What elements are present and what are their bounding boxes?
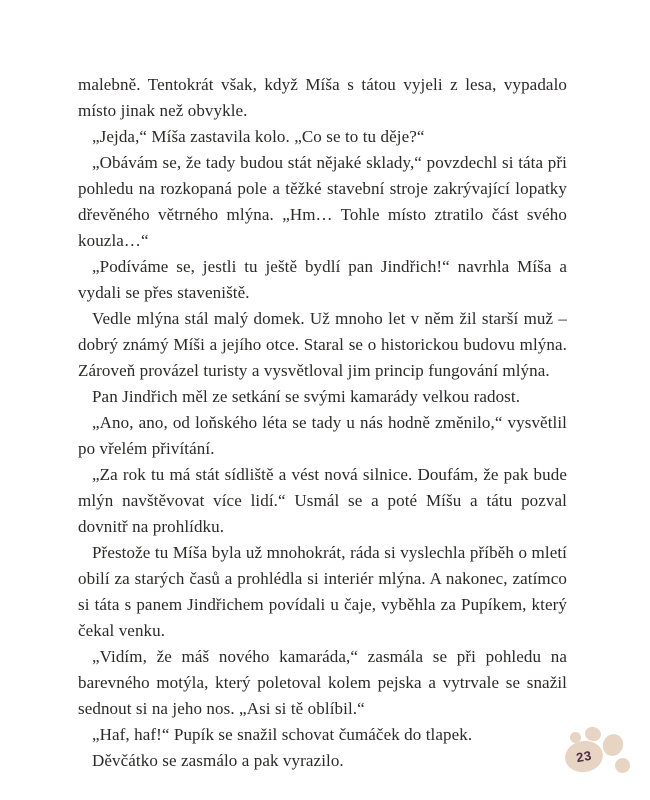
- paragraph: „Ano, ano, od loňského léta se tady u nás hodně změnilo,“ vysvětlil po vřelém přivítání.: [78, 413, 567, 458]
- paw-print-page-badge: [563, 726, 635, 778]
- page-number: 23: [563, 738, 606, 775]
- page-text: [78, 72, 567, 774]
- paragraph: Děvčátko se zasmálo a pak vyrazilo.: [92, 751, 344, 770]
- paragraph: Přestože tu Míša byla už mnohokrát, ráda si vyslechla příběh o mletí obilí za starých časů a prohlédla si interiér mlýna. A nakonec, zatímco si táta s panem Jindřichem povídali u čaje, vyběhla za Pupíkem, který čekal venku.: [78, 543, 567, 640]
- paw-toe-icon: [614, 757, 631, 774]
- paw-toe-icon: [600, 731, 627, 759]
- paragraph: „Za rok tu má stát sídliště a vést nová silnice. Doufám, že pak bude mlýn navštěvovat více lidí.“ Usmál se a poté Míšu a tátu pozval dovnitř na prohlídku.: [78, 465, 567, 536]
- paragraph: „Vidím, že máš nového kamaráda,“ zasmála se při pohledu na barevného motýla, který poletoval kolem pejska a vytrvale se snažil sednout si na jeho nos. „Asi si tě oblíbil.“: [78, 647, 567, 718]
- paragraph: „Jejda,“ Míša zastavila kolo. „Co se to tu děje?“: [92, 127, 425, 146]
- paragraph: Vedle mlýna stál malý domek. Už mnoho let v něm žil starší muž – dobrý známý Míši a jejího otce. Staral se o historickou budovu mlýna. Zároveň provázel turisty a vysvětloval jim princip fungování mlýna.: [78, 309, 567, 380]
- paragraph: „Podíváme se, jestli tu ještě bydlí pan Jindřich!“ navrhla Míša a vydali se přes staveniště.: [78, 257, 567, 302]
- paragraph: „Haf, haf!“ Pupík se snažil schovat čumáček do tlapek.: [92, 725, 473, 744]
- paragraph: „Obávám se, že tady budou stát nějaké sklady,“ povzdechl si táta při pohledu na rozkopaná pole a těžké stavební stroje zakrývající lopatky dřevěného větrného mlýna. „Hm… Tohle místo ztratilo část svého kouzla…“: [78, 153, 567, 250]
- paragraph: malebně. Tentokrát však, když Míša s tátou vyjeli z lesa, vypadalo místo jinak než obvykle.: [78, 75, 567, 120]
- paragraph: Pan Jindřich měl ze setkání se svými kamarády velkou radost.: [92, 387, 521, 406]
